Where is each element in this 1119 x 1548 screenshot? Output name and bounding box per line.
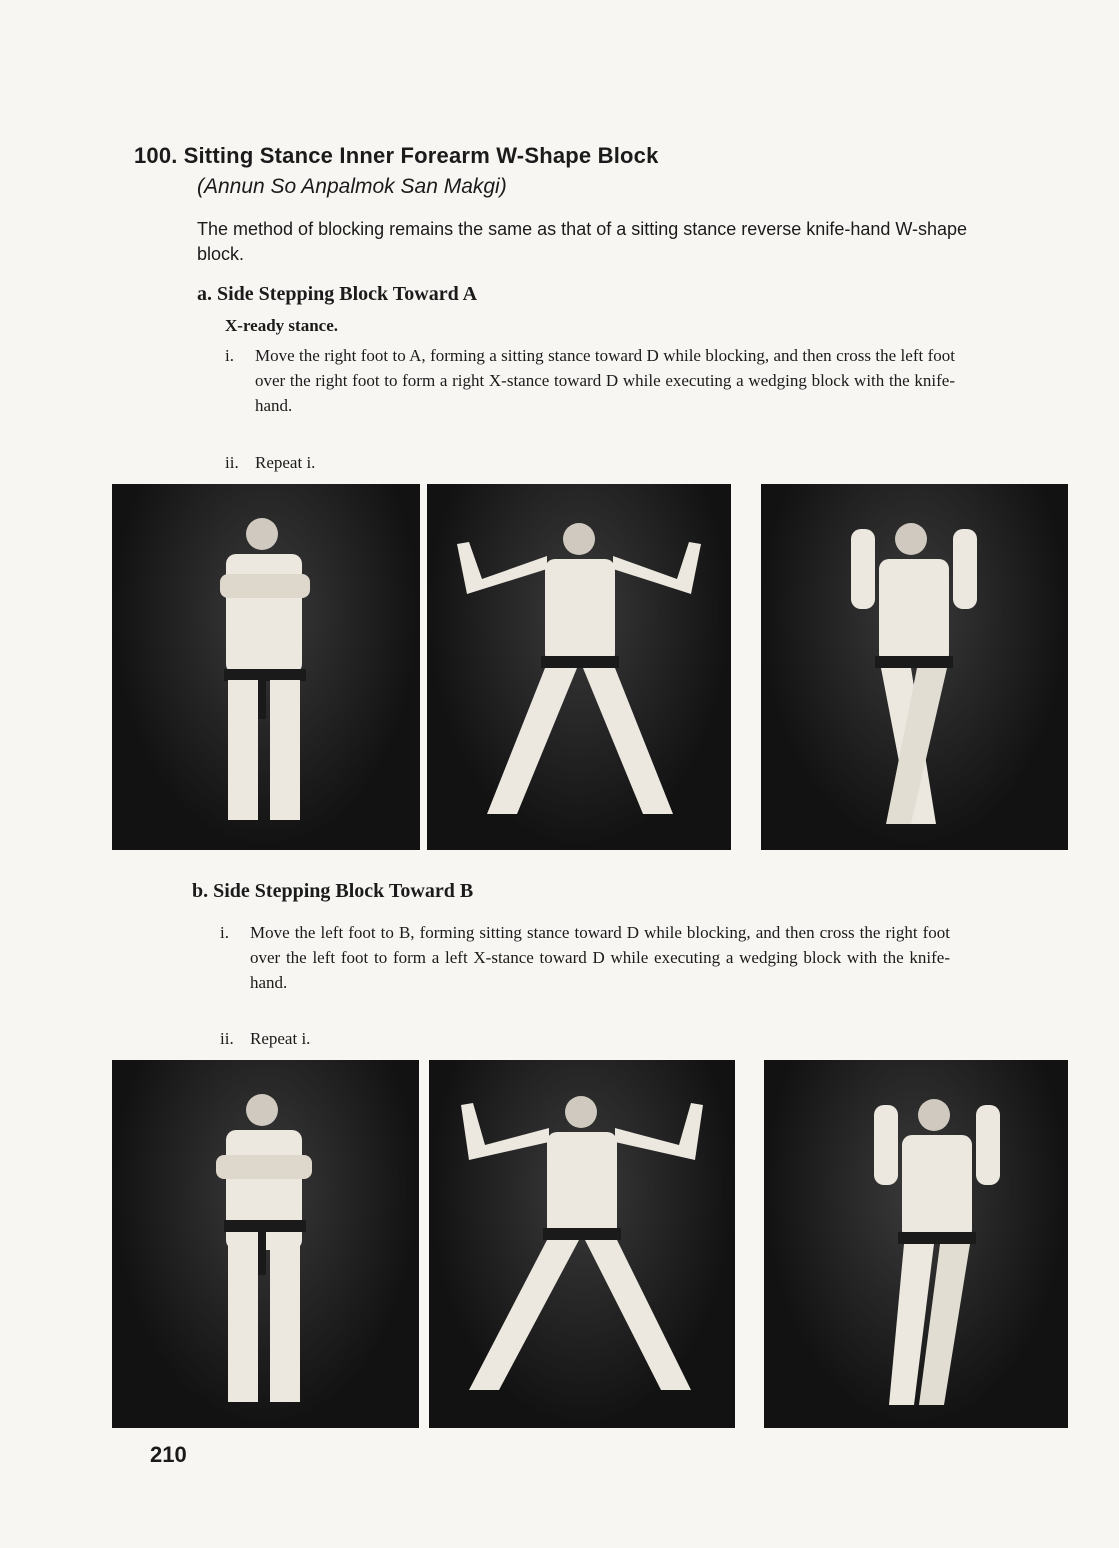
step-number: ii. [220,1029,234,1048]
section-a-step-1 [225,343,955,418]
step-text: Move the left foot to B, forming sitting stance toward D while blocking, and then cross the right foot over the left foot to form a left X-stance toward D while executing a wedging block with the knife-hand. [250,923,950,992]
step-number: i. [225,346,234,365]
section-a-heading: a. Side Stepping Block Toward A [197,283,478,305]
section-heading [134,143,659,169]
figure-sitting-stance-block [427,484,731,850]
section-b-step-2 [220,1026,950,1051]
step-text: Repeat i. [250,1029,311,1048]
step-number: ii. [225,453,239,472]
figure-sitting-stance-block [429,1060,735,1428]
page-number: 210 [150,1442,187,1467]
section-number: 100. [134,143,178,168]
ready-stance-label: X-ready stance. [225,316,338,335]
figure-x-stance-wedging-block [764,1060,1068,1428]
photo-x-stance-wedging-block [761,484,1068,850]
photo-sitting-stance-block [429,1060,735,1428]
figure-x-ready-stance [112,1060,419,1428]
photo-x-ready-stance [112,1060,419,1428]
intro-paragraph: The method of blocking remains the same as that of a sitting stance reverse knife-hand W-shape block. [197,219,968,264]
section-subtitle: (Annun So Anpalmok San Makgi) [197,175,507,198]
figure-x-stance-wedging-block [761,484,1068,850]
step-text: Move the right foot to A, forming a sitting stance toward D while blocking, and then cross the left foot over the right foot to form a right X-stance toward D while executing a wedging block with the knife-hand. [255,346,955,415]
section-title: Sitting Stance Inner Forearm W-Shape Block [183,143,659,168]
photo-x-ready-stance [112,484,420,850]
figure-x-ready-stance [112,484,420,850]
step-text: Repeat i. [255,453,316,472]
photo-x-stance-wedging-block [764,1060,1068,1428]
section-b-heading: b. Side Stepping Block Toward B [192,880,474,902]
step-number: i. [220,923,229,942]
photo-sitting-stance-block [427,484,731,850]
section-b-step-1 [220,920,950,995]
section-a-step-2 [225,450,955,475]
